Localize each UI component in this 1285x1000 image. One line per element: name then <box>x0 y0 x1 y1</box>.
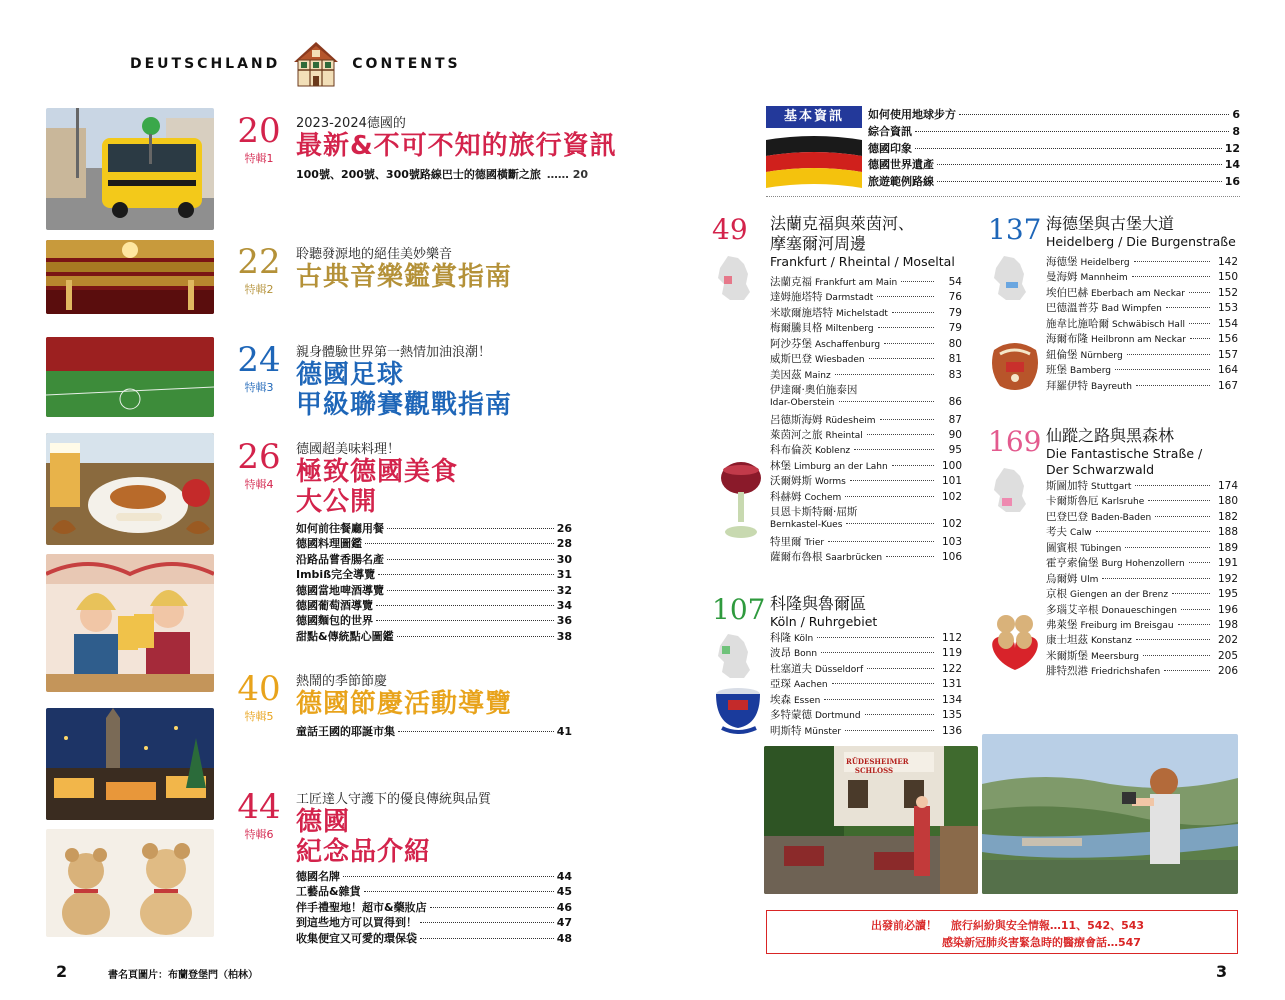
list-item[interactable]: 旅遊範例路線 16 <box>868 175 1240 189</box>
list-item[interactable]: 美因茲 Mainz 83 <box>770 368 962 381</box>
list-item[interactable]: 京根 Giengen an der Brenz 195 <box>1046 588 1238 601</box>
list-item[interactable]: 班堡 Bamberg 164 <box>1046 364 1238 377</box>
sign-line-2: SCHLOSS <box>854 766 894 775</box>
list-item[interactable]: 多瑙艾辛根 Donaueschingen 196 <box>1046 603 1238 616</box>
region-entries <box>770 274 962 564</box>
notice-lead: 出發前必讀！ <box>871 919 937 932</box>
feature-title: 最新&不可不知的旅行資訊 <box>296 131 617 161</box>
list-item[interactable]: 巴登巴登 Baden-Baden 182 <box>1046 510 1238 523</box>
list-item[interactable]: 伴手禮聖地！超市&藥妝店 46 <box>296 900 572 914</box>
feature-subtitle: 親身體驗世界第一熱情加油浪潮！ <box>296 345 492 360</box>
list-item[interactable]: 如何前往餐廳用餐 26 <box>296 522 572 535</box>
list-item[interactable]: 綜合資訊 8 <box>868 124 1240 138</box>
list-item[interactable]: 多特蒙德 Dortmund 135 <box>770 709 962 722</box>
feature-subtitle: 熱鬧的季節節慶 <box>296 674 388 689</box>
football-stadium-photo <box>46 337 214 417</box>
beer-festival-photo <box>46 554 214 692</box>
germany-map-icon <box>992 254 1028 302</box>
notice-box <box>766 910 1238 954</box>
list-item[interactable]: 童話王國的耶誕市集 41 <box>296 725 572 738</box>
timbered-house-icon <box>290 40 342 88</box>
list-item[interactable]: 亞琛 Aachen 131 <box>770 678 962 691</box>
list-item[interactable]: 圖賓根 Tübingen 189 <box>1046 541 1238 554</box>
list-item[interactable]: 法蘭克福 Frankfurt am Main 54 <box>770 276 962 288</box>
sign-line-1: RÜDESHEIMER <box>846 757 909 766</box>
feature-number: 24 <box>237 340 281 380</box>
list-item[interactable]: 甜點&傳統點心圖鑑 38 <box>296 629 572 643</box>
region-entries <box>1046 254 1238 393</box>
feature-tag: 特輯4 <box>244 478 274 491</box>
header-left-word: DEUTSCHLAND <box>130 56 281 72</box>
list-item[interactable]: 德國印象 12 <box>868 141 1240 155</box>
list-item[interactable]: Idar-Oberstein 86 <box>770 396 962 409</box>
feature-number: 20 <box>237 111 281 151</box>
list-item[interactable]: 薩爾布魯根 Saarbrücken 106 <box>770 551 962 563</box>
list-item[interactable]: 貝恩卡斯特爾·屈斯 <box>770 506 858 519</box>
region-title-line-1: 海德堡與古堡大道 <box>1046 214 1175 233</box>
list-item[interactable]: 梅爾騰貝格 Miltenberg 79 <box>770 322 962 335</box>
list-item[interactable]: 德國葡萄酒導覽 34 <box>296 598 572 612</box>
list-item[interactable]: 弗萊堡 Freiburg im Breisgau 198 <box>1046 618 1238 631</box>
feature-tag: 特輯3 <box>244 381 274 394</box>
list-item[interactable]: 康士坦茲 Konstanz 202 <box>1046 634 1238 647</box>
feature-desc-page: …… 20 <box>546 168 589 181</box>
list-item[interactable]: 施韋比施哈爾 Schwäbisch Hall 154 <box>1046 317 1238 330</box>
list-item[interactable]: 如何使用地球步方 6 <box>868 108 1240 121</box>
list-item[interactable]: 達姆施塔特 Darmstadt 76 <box>770 291 962 304</box>
list-item[interactable]: 埃伯巴赫 Eberbach am Neckar 152 <box>1046 286 1238 299</box>
region-title-line-1: 科隆與魯爾區 <box>770 594 867 613</box>
region-title-line-2: 摩塞爾河周邊 <box>770 234 867 253</box>
feature-number: 22 <box>237 242 281 282</box>
list-item[interactable]: 沃爾姆斯 Worms 101 <box>770 475 962 488</box>
list-item[interactable]: 收集便宜又可愛的環保袋 48 <box>296 931 572 945</box>
region-title-line-1: 仙蹤之路與黑森林 <box>1046 426 1175 445</box>
feature-number: 40 <box>237 669 281 709</box>
feature-description <box>296 166 588 182</box>
list-item[interactable]: 曼海姆 Mannheim 150 <box>1046 271 1238 284</box>
list-item[interactable]: 烏爾姆 Ulm 192 <box>1046 572 1238 585</box>
list-item[interactable]: 米歇爾施塔特 Michelstadt 79 <box>770 306 962 319</box>
list-item[interactable]: 德國料理圖鑑 28 <box>296 537 572 551</box>
list-item[interactable]: 波昂 Bonn 119 <box>770 647 962 660</box>
german-flag-icon <box>766 136 862 190</box>
list-item[interactable]: 工藝品&雜貨 45 <box>296 885 572 899</box>
feature-title-line-2: 甲級聯賽觀戰指南 <box>296 390 513 420</box>
german-food-photo <box>46 433 214 545</box>
feature-tag: 特輯6 <box>244 828 274 841</box>
list-item[interactable]: 德國當地啤酒導覽 32 <box>296 583 572 597</box>
germany-map-icon <box>716 254 752 302</box>
list-item[interactable]: 德國世界遺產 14 <box>868 158 1240 172</box>
list-item[interactable]: 德國名牌 44 <box>296 870 572 883</box>
germany-map-icon <box>992 466 1028 514</box>
list-item[interactable]: 米爾斯堡 Meersburg 205 <box>1046 649 1238 662</box>
festival-topic-list <box>296 723 572 738</box>
feature-tag: 特輯1 <box>244 152 274 165</box>
list-item[interactable]: 斯圖加特 Stuttgart 174 <box>1046 480 1238 492</box>
feature-tag: 特輯2 <box>244 283 274 296</box>
list-item[interactable]: 腓特烈港 Friedrichshafen 206 <box>1046 665 1238 678</box>
region-title-de-line-2: Der Schwarzwald <box>1046 462 1155 477</box>
feature-title-line-1: 極致德國美食 <box>296 457 459 487</box>
feature-number: 26 <box>237 437 281 477</box>
region-entries <box>1046 478 1238 679</box>
teddy-bear-icon <box>988 608 1042 672</box>
feature-title-line-2: 大公開 <box>296 487 378 517</box>
list-item[interactable]: 沿路品嘗香腸名產 30 <box>296 552 572 566</box>
feature-title: 德國節慶活動導覽 <box>296 689 513 719</box>
region-number: 107 <box>712 593 766 626</box>
list-item[interactable]: 拜羅伊特 Bayreuth 167 <box>1046 379 1238 392</box>
basic-info-list <box>868 106 1240 190</box>
list-item[interactable]: Imbiß完全導覽 31 <box>296 568 572 582</box>
feature-title-line-1: 德國足球 <box>296 360 405 390</box>
list-item[interactable]: 呂德斯海姆 Rüdesheim 87 <box>770 413 962 426</box>
list-item[interactable]: 伊達爾·奧伯施泰因 <box>770 384 858 397</box>
feature-subtitle: 2023-2024德國的 <box>296 116 406 131</box>
notice-line-1 <box>871 917 1144 933</box>
region-title-de-line-1: Die Fantastische Straße / <box>1046 446 1203 461</box>
region-entries <box>770 630 962 738</box>
ceramic-mug-icon <box>712 684 764 734</box>
region-title-de: Heidelberg / Die Burgenstraße <box>1046 234 1236 249</box>
region-title-de: Frankfurt / Rheintal / Moseltal <box>770 254 955 269</box>
header-right-word: CONTENTS <box>352 56 461 72</box>
list-item[interactable]: 考夫 Calw 188 <box>1046 526 1238 539</box>
feature-tag: 特輯5 <box>244 710 274 723</box>
photo-credit: 書名頁圖片：布蘭登堡門（柏林） <box>108 970 258 981</box>
right-page-number: 3 <box>1216 962 1228 981</box>
list-item[interactable]: 明斯特 Münster 136 <box>770 724 962 737</box>
list-item[interactable]: 科布倫茨 Koblenz 95 <box>770 444 962 457</box>
list-item[interactable]: 科隆 Köln 112 <box>770 632 962 644</box>
rhine-valley-photo <box>982 734 1238 894</box>
wine-glass-icon <box>716 460 766 540</box>
bus-photo <box>46 108 214 230</box>
feature-subtitle: 聆聽發源地的絕佳美妙樂音 <box>296 247 453 262</box>
list-item[interactable]: 到這些地方可以買得到！ 47 <box>296 916 572 930</box>
page-header <box>130 44 461 84</box>
list-item[interactable]: 杜塞道夫 Düsseldorf 122 <box>770 662 962 675</box>
list-item[interactable]: 霍亨索倫堡 Burg Hohenzollern 191 <box>1046 557 1238 570</box>
list-item[interactable]: 特里爾 Trier 103 <box>770 535 962 548</box>
teddy-bears-photo <box>46 829 214 937</box>
list-item[interactable]: 阿沙芬堡 Aschaffenburg 80 <box>770 337 962 350</box>
restaurant-sign <box>846 757 909 775</box>
divider <box>766 196 1240 197</box>
region-title-de: Köln / Ruhrgebiet <box>770 614 878 629</box>
list-item[interactable]: 林堡 Limburg an der Lahn 100 <box>770 459 962 472</box>
feature-number: 44 <box>237 787 281 827</box>
list-item[interactable]: 卡爾斯魯厄 Karlsruhe 180 <box>1046 495 1238 508</box>
region-number: 49 <box>712 213 748 246</box>
list-item[interactable]: 威斯巴登 Wiesbaden 81 <box>770 353 962 366</box>
left-page-number: 2 <box>56 962 68 981</box>
feature-title-line-2: 紀念品介紹 <box>296 837 432 867</box>
gingerbread-icon <box>988 340 1042 390</box>
concert-hall-photo <box>46 240 214 314</box>
list-item[interactable]: 巴德溫普芬 Bad Wimpfen 153 <box>1046 302 1238 315</box>
feature-title: 古典音樂鑑賞指南 <box>296 262 513 292</box>
germany-map-icon <box>716 632 752 680</box>
feature-desc-text: 100號、200號、300號路線巴士的德國橫斷之旅 <box>296 168 541 181</box>
food-topic-list <box>296 520 572 643</box>
region-number: 169 <box>988 425 1042 458</box>
list-item[interactable]: 海德堡 Heidelberg 142 <box>1046 256 1238 268</box>
feature-title-line-1: 德國 <box>296 807 351 837</box>
basic-info-badge: 基本資訊 <box>766 106 862 128</box>
notice-line-2[interactable]: 感染新冠肺炎害緊急時的醫療會話…547 <box>942 936 1141 949</box>
souvenir-topic-list <box>296 868 572 945</box>
feature-subtitle: 德國超美味料理！ <box>296 442 401 457</box>
region-title-line-1: 法蘭克福與萊茵河、 <box>770 214 915 233</box>
list-item[interactable]: 海爾布隆 Heilbronn am Neckar 156 <box>1046 333 1238 346</box>
feature-subtitle: 工匠達人守護下的優良傳統與品質 <box>296 792 492 807</box>
christmas-market-photo <box>46 708 214 820</box>
list-item[interactable]: Bernkastel-Kues 102 <box>770 518 962 531</box>
list-item[interactable]: 埃森 Essen 134 <box>770 693 962 706</box>
notice-safety-link[interactable]: 旅行糾紛與安全情報…11、542、543 <box>950 919 1145 932</box>
list-item[interactable]: 紐倫堡 Nürnberg 157 <box>1046 348 1238 361</box>
list-item[interactable]: 萊茵河之旅 Rheintal 90 <box>770 428 962 441</box>
list-item[interactable]: 德國麵包的世界 36 <box>296 614 572 628</box>
region-number: 137 <box>988 213 1042 246</box>
list-item[interactable]: 科赫姆 Cochem 102 <box>770 490 962 503</box>
